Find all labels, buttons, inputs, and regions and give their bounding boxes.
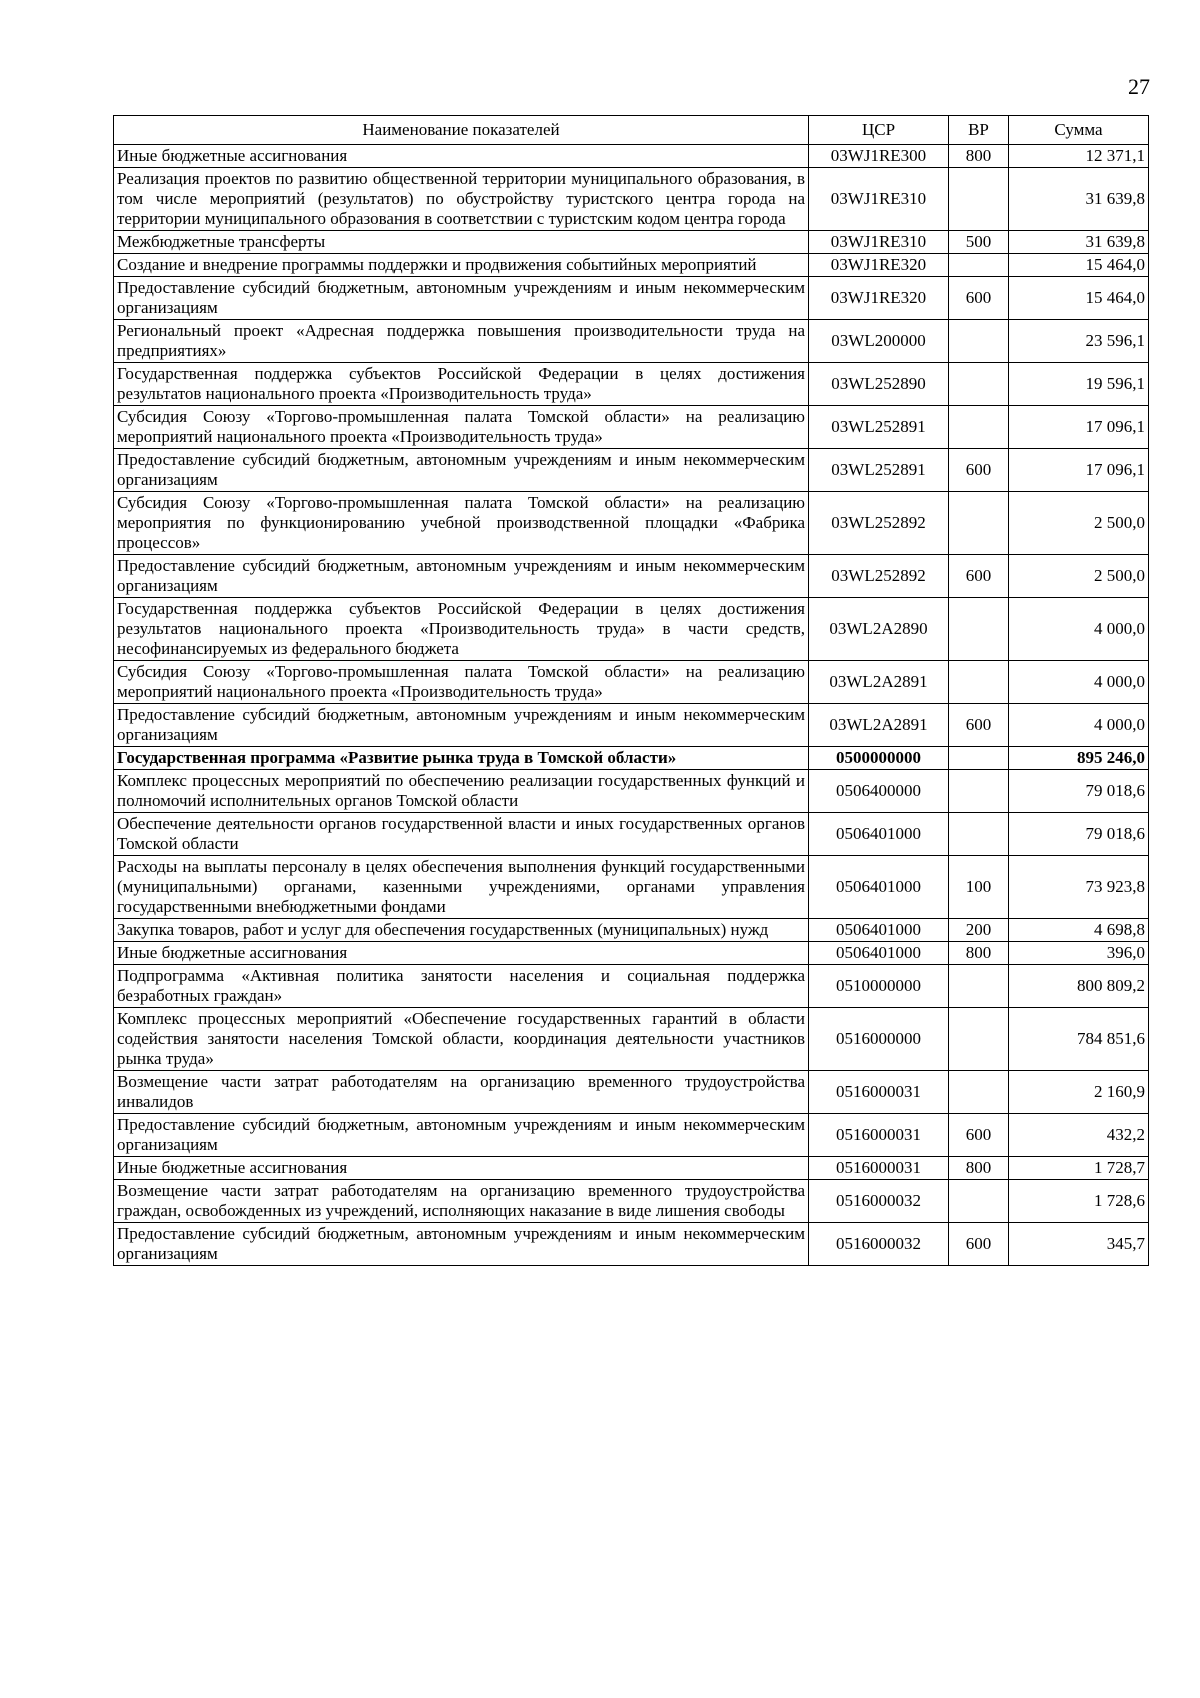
table-row bbox=[114, 813, 1149, 856]
cell-sum: 4 000,0 bbox=[1009, 661, 1149, 704]
cell-csr: 0500000000 bbox=[809, 747, 949, 770]
cell-vr bbox=[949, 770, 1009, 813]
cell-csr: 0516000031 bbox=[809, 1114, 949, 1157]
column-header-vr: ВР bbox=[949, 116, 1009, 145]
cell-name: Государственная программа «Развитие рынка труда в Томской области» bbox=[114, 747, 809, 770]
cell-vr bbox=[949, 320, 1009, 363]
table-row bbox=[114, 661, 1149, 704]
cell-name: Комплекс процессных мероприятий по обеспечению реализации государственных функций и полномочий исполнительных органов Томской области bbox=[114, 770, 809, 813]
cell-name: Возмещение части затрат работодателям на организацию временного трудоустройства инвалидов bbox=[114, 1071, 809, 1114]
cell-vr bbox=[949, 747, 1009, 770]
table-row bbox=[114, 277, 1149, 320]
cell-csr: 0516000000 bbox=[809, 1008, 949, 1071]
cell-csr: 03WL200000 bbox=[809, 320, 949, 363]
cell-name: Реализация проектов по развитию общественной территории муниципального образования, в том числе мероприятий (результатов) по обустройству туристского центра города на территории муниципального образования в соответствии с туристским кодом центра города bbox=[114, 168, 809, 231]
cell-name: Создание и внедрение программы поддержки и продвижения событийных мероприятий bbox=[114, 254, 809, 277]
table-row bbox=[114, 231, 1149, 254]
table-row bbox=[114, 1008, 1149, 1071]
cell-vr: 600 bbox=[949, 449, 1009, 492]
cell-name: Государственная поддержка субъектов Российской Федерации в целях достижения результатов национального проекта «Производительность труда» в части средств, несофинансируемых из федерального бюджета bbox=[114, 598, 809, 661]
cell-sum: 2 500,0 bbox=[1009, 492, 1149, 555]
cell-csr: 0510000000 bbox=[809, 965, 949, 1008]
cell-csr: 0516000032 bbox=[809, 1180, 949, 1223]
cell-vr bbox=[949, 1071, 1009, 1114]
cell-sum: 31 639,8 bbox=[1009, 168, 1149, 231]
cell-vr: 600 bbox=[949, 277, 1009, 320]
cell-name: Иные бюджетные ассигнования bbox=[114, 145, 809, 168]
cell-name: Субсидия Союзу «Торгово-промышленная палата Томской области» на реализацию мероприятия по функционированию учебной производственной площадки «Фабрика процессов» bbox=[114, 492, 809, 555]
table-row bbox=[114, 1223, 1149, 1266]
cell-vr bbox=[949, 661, 1009, 704]
cell-vr: 200 bbox=[949, 919, 1009, 942]
cell-vr bbox=[949, 168, 1009, 231]
cell-sum: 12 371,1 bbox=[1009, 145, 1149, 168]
cell-name: Предоставление субсидий бюджетным, автономным учреждениям и иным некоммерческим организациям bbox=[114, 555, 809, 598]
table-row bbox=[114, 492, 1149, 555]
cell-sum: 73 923,8 bbox=[1009, 856, 1149, 919]
table-row bbox=[114, 598, 1149, 661]
cell-sum: 23 596,1 bbox=[1009, 320, 1149, 363]
cell-sum: 19 596,1 bbox=[1009, 363, 1149, 406]
cell-sum: 396,0 bbox=[1009, 942, 1149, 965]
cell-csr: 03WL252891 bbox=[809, 449, 949, 492]
cell-sum: 432,2 bbox=[1009, 1114, 1149, 1157]
cell-csr: 03WL252892 bbox=[809, 555, 949, 598]
cell-sum: 79 018,6 bbox=[1009, 770, 1149, 813]
cell-csr: 0506401000 bbox=[809, 919, 949, 942]
table-body bbox=[114, 145, 1149, 1266]
table-row bbox=[114, 168, 1149, 231]
cell-sum: 1 728,7 bbox=[1009, 1157, 1149, 1180]
cell-csr: 03WJ1RE310 bbox=[809, 168, 949, 231]
cell-name: Расходы на выплаты персоналу в целях обеспечения выполнения функций государственными (муниципальными) органами, казенными учреждениями, органами управления государственными внебюджетными фондами bbox=[114, 856, 809, 919]
table-row bbox=[114, 320, 1149, 363]
cell-vr: 800 bbox=[949, 942, 1009, 965]
table-row bbox=[114, 704, 1149, 747]
cell-sum: 17 096,1 bbox=[1009, 449, 1149, 492]
cell-vr: 600 bbox=[949, 1114, 1009, 1157]
cell-name: Закупка товаров, работ и услуг для обеспечения государственных (муниципальных) нужд bbox=[114, 919, 809, 942]
table-row bbox=[114, 406, 1149, 449]
page-number: 27 bbox=[1128, 74, 1150, 99]
table-row bbox=[114, 770, 1149, 813]
table-row bbox=[114, 555, 1149, 598]
cell-vr bbox=[949, 254, 1009, 277]
cell-sum: 4 000,0 bbox=[1009, 704, 1149, 747]
cell-name: Иные бюджетные ассигнования bbox=[114, 1157, 809, 1180]
cell-name: Подпрограмма «Активная политика занятости населения и социальная поддержка безработных граждан» bbox=[114, 965, 809, 1008]
cell-vr: 500 bbox=[949, 231, 1009, 254]
cell-csr: 03WL252892 bbox=[809, 492, 949, 555]
cell-vr: 100 bbox=[949, 856, 1009, 919]
cell-csr: 03WL252890 bbox=[809, 363, 949, 406]
cell-csr: 03WL252891 bbox=[809, 406, 949, 449]
cell-csr: 0506401000 bbox=[809, 813, 949, 856]
column-header-sum: Сумма bbox=[1009, 116, 1149, 145]
budget-table bbox=[113, 115, 1149, 1266]
cell-sum: 784 851,6 bbox=[1009, 1008, 1149, 1071]
cell-csr: 0516000031 bbox=[809, 1157, 949, 1180]
table-row bbox=[114, 965, 1149, 1008]
cell-name: Предоставление субсидий бюджетным, автономным учреждениям и иным некоммерческим организациям bbox=[114, 1114, 809, 1157]
cell-sum: 79 018,6 bbox=[1009, 813, 1149, 856]
cell-vr: 800 bbox=[949, 1157, 1009, 1180]
table-row bbox=[114, 254, 1149, 277]
cell-name: Предоставление субсидий бюджетным, автономным учреждениям и иным некоммерческим организациям bbox=[114, 277, 809, 320]
cell-sum: 4 698,8 bbox=[1009, 919, 1149, 942]
cell-csr: 0516000032 bbox=[809, 1223, 949, 1266]
cell-csr: 0506401000 bbox=[809, 856, 949, 919]
cell-name: Предоставление субсидий бюджетным, автономным учреждениям и иным некоммерческим организациям bbox=[114, 704, 809, 747]
cell-csr: 0506401000 bbox=[809, 942, 949, 965]
cell-sum: 15 464,0 bbox=[1009, 254, 1149, 277]
cell-name: Предоставление субсидий бюджетным, автономным учреждениям и иным некоммерческим организациям bbox=[114, 1223, 809, 1266]
table-row bbox=[114, 1114, 1149, 1157]
cell-vr: 800 bbox=[949, 145, 1009, 168]
cell-vr bbox=[949, 492, 1009, 555]
cell-sum: 800 809,2 bbox=[1009, 965, 1149, 1008]
cell-name: Субсидия Союзу «Торгово-промышленная палата Томской области» на реализацию мероприятий национального проекта «Производительность труда» bbox=[114, 661, 809, 704]
cell-name: Обеспечение деятельности органов государственной власти и иных государственных органов Томской области bbox=[114, 813, 809, 856]
table-row bbox=[114, 1071, 1149, 1114]
table-row bbox=[114, 449, 1149, 492]
cell-vr bbox=[949, 598, 1009, 661]
cell-vr bbox=[949, 363, 1009, 406]
cell-sum: 31 639,8 bbox=[1009, 231, 1149, 254]
cell-sum: 345,7 bbox=[1009, 1223, 1149, 1266]
cell-vr: 600 bbox=[949, 555, 1009, 598]
cell-sum: 1 728,6 bbox=[1009, 1180, 1149, 1223]
cell-csr: 03WL2A2891 bbox=[809, 704, 949, 747]
table-header-row bbox=[114, 116, 1149, 145]
cell-sum: 15 464,0 bbox=[1009, 277, 1149, 320]
table-row bbox=[114, 747, 1149, 770]
cell-vr bbox=[949, 1008, 1009, 1071]
cell-name: Предоставление субсидий бюджетным, автономным учреждениям и иным некоммерческим организациям bbox=[114, 449, 809, 492]
cell-csr: 03WL2A2890 bbox=[809, 598, 949, 661]
cell-vr bbox=[949, 965, 1009, 1008]
cell-sum: 2 160,9 bbox=[1009, 1071, 1149, 1114]
cell-sum: 2 500,0 bbox=[1009, 555, 1149, 598]
cell-sum: 4 000,0 bbox=[1009, 598, 1149, 661]
cell-csr: 03WJ1RE320 bbox=[809, 254, 949, 277]
table-row bbox=[114, 363, 1149, 406]
cell-vr bbox=[949, 406, 1009, 449]
table-row bbox=[114, 942, 1149, 965]
cell-vr bbox=[949, 813, 1009, 856]
cell-csr: 03WJ1RE320 bbox=[809, 277, 949, 320]
cell-csr: 03WJ1RE310 bbox=[809, 231, 949, 254]
cell-sum: 17 096,1 bbox=[1009, 406, 1149, 449]
column-header-csr: ЦСР bbox=[809, 116, 949, 145]
cell-csr: 0516000031 bbox=[809, 1071, 949, 1114]
cell-csr: 0506400000 bbox=[809, 770, 949, 813]
cell-name: Региональный проект «Адресная поддержка повышения производительности труда на предприятиях» bbox=[114, 320, 809, 363]
column-header-name: Наименование показателей bbox=[114, 116, 809, 145]
table-row bbox=[114, 919, 1149, 942]
cell-name: Иные бюджетные ассигнования bbox=[114, 942, 809, 965]
cell-csr: 03WL2A2891 bbox=[809, 661, 949, 704]
table-row bbox=[114, 856, 1149, 919]
table-row bbox=[114, 145, 1149, 168]
cell-vr: 600 bbox=[949, 1223, 1009, 1266]
cell-vr bbox=[949, 1180, 1009, 1223]
cell-csr: 03WJ1RE300 bbox=[809, 145, 949, 168]
table-row bbox=[114, 1157, 1149, 1180]
cell-vr: 600 bbox=[949, 704, 1009, 747]
cell-sum: 895 246,0 bbox=[1009, 747, 1149, 770]
cell-name: Возмещение части затрат работодателям на организацию временного трудоустройства граждан, освобожденных из учреждений, исполняющих наказание в виде лишения свободы bbox=[114, 1180, 809, 1223]
cell-name: Межбюджетные трансферты bbox=[114, 231, 809, 254]
cell-name: Субсидия Союзу «Торгово-промышленная палата Томской области» на реализацию мероприятий национального проекта «Производительность труда» bbox=[114, 406, 809, 449]
cell-name: Государственная поддержка субъектов Российской Федерации в целях достижения результатов национального проекта «Производительность труда» bbox=[114, 363, 809, 406]
table-row bbox=[114, 1180, 1149, 1223]
cell-name: Комплекс процессных мероприятий «Обеспечение государственных гарантий в области содействия занятости населения Томской области, координация деятельности участников рынка труда» bbox=[114, 1008, 809, 1071]
